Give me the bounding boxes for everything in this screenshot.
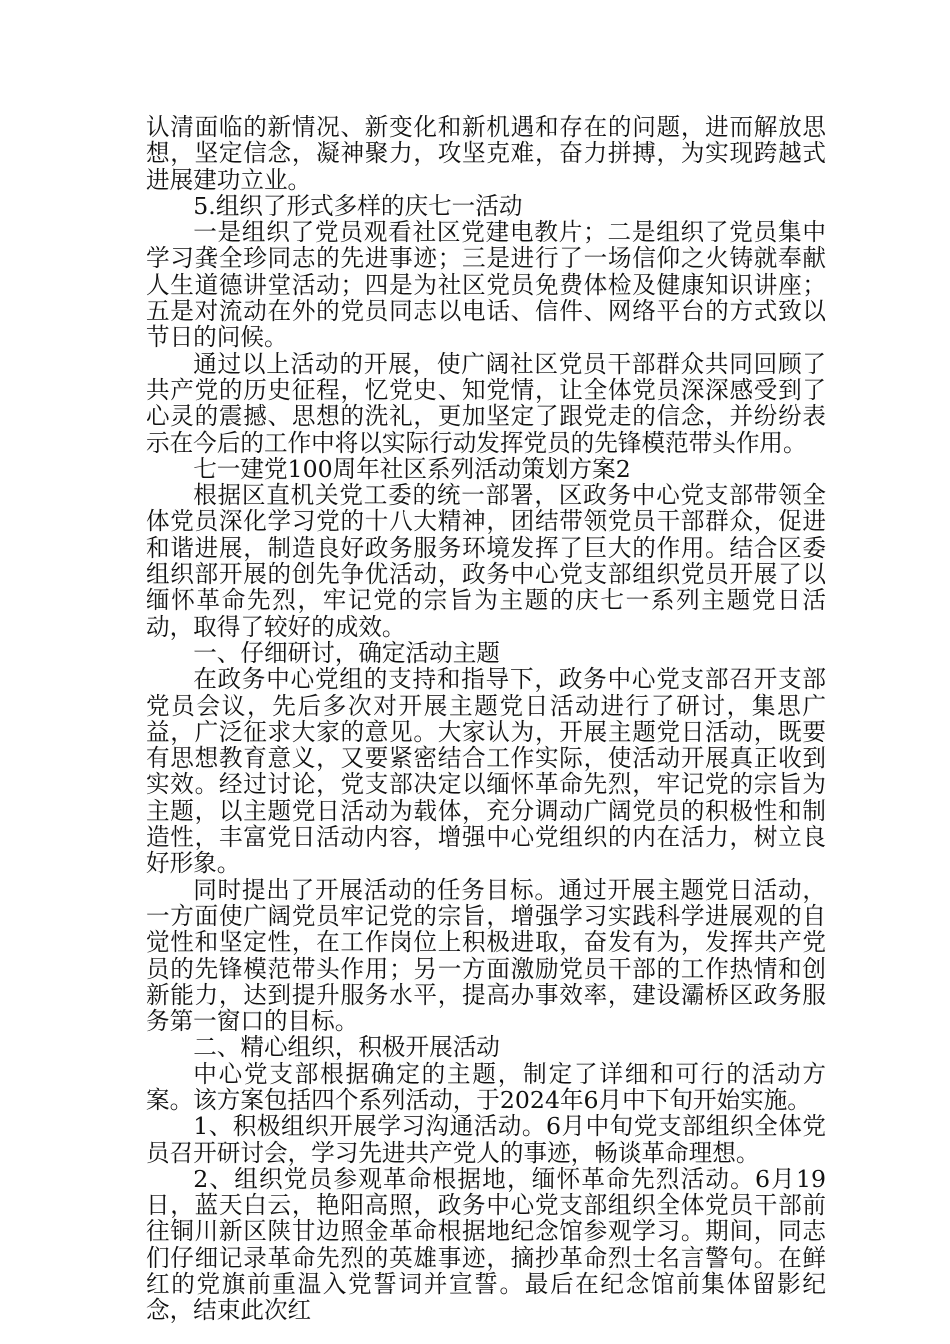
heading-section-2: 二、精心组织，积极开展活动 [193,1033,500,1062]
document-page [146,114,826,1324]
paragraph-plan-intro: 根据区直机关党工委的统一部署，区政务中心党支部带领全体党员深化学习党的十八大精神，团结带领党员干部群众，促进和谐进展，制造良好政务服务环境发挥了巨大的作用。结合区委组织部开展的创先争优活动，政务中心党支部组织党员开展了以缅怀革命先烈，牢记党的宗旨为主题的庆七一系列主题党日活动，取得了较好的成效。 [146,481,826,641]
heading-activity-5: 5.组织了形式多样的庆七一活动 [193,191,523,220]
heading-plan-2: 七一建党100周年社区系列活动策划方案2 [193,454,631,483]
paragraph-section-2-body: 中心党支部根据确定的主题，制定了详细和可行的活动方案。该方案包括四个系列活动，于2024年6月中下旬开始实施。 [146,1059,826,1114]
paragraph-item-1: 1、积极组织开展学习沟通活动。6月中旬党支部组织全体党员召开研讨会，学习先进共产党人的事迹，畅谈革命理想。 [146,1112,826,1167]
paragraph-task-goals: 同时提出了开展活动的任务目标。通过开展主题党日活动，一方面使广阔党员牢记党的宗旨，增强学习实践科学进展观的自觉性和坚定性，在工作岗位上积极进取，奋发有为，发挥共产党员的先锋模范带头作用；另一方面激励党员干部的工作热情和创新能力，达到提升服务水平，提高办事效率，建设灞桥区政务服务第一窗口的目标。 [146,875,826,1036]
heading-section-1: 一、仔细研讨，确定活动主题 [193,638,500,667]
paragraph-activities-list: 一是组织了党员观看社区党建电教片；二是组织了党员集中学习龚全珍同志的先进事迹；三是进行了一场信仰之火铸就奉献人生道德讲堂活动；四是为社区党员免费体检及健康知识讲座；五是对流动在外的党员同志以电话、信件、网络平台的方式致以节日的问候。 [146,218,826,352]
paragraph-section-1-body: 在政务中心党组的支持和指导下，政务中心党支部召开支部党员会议，先后多次对开展主题党日活动进行了研讨，集思广益，广泛征求大家的意见。大家认为，开展主题党日活动，既要有思想教育意义，又要紧密结合工作实际，使活动开展真正收到实效。经过讨论，党支部决定以缅怀革命先烈，牢记党的宗旨为主题，以主题党日活动为载体，充分调动广阔党员的积极性和制造性，丰富党日活动内容，增强中心党组织的内在活力，树立良好形象。 [146,665,826,878]
paragraph-item-2: 2、组织党员参观革命根据地，缅怀革命先烈活动。6月19日，蓝天白云，艳阳高照，政务中心党支部组织全体党员干部前往铜川新区陕甘边照金革命根据地纪念馆参观学习。期间，同志们仔细记录革命先烈的英雄事迹，摘抄革命烈士名言警句。在鲜红的党旗前重温入党誓词并宣誓。最后在纪念馆前集体留影纪念，结束此次红 [146,1164,826,1325]
paragraph-1: 认清面临的新情况、新变化和新机遇和存在的问题，进而解放思想，坚定信念，凝神聚力，攻坚克难，奋力拼搏，为实现跨越式进展建功立业。 [146,113,826,194]
paragraph-activity-summary: 通过以上活动的开展，使广阔社区党员干部群众共同回顾了共产党的历史征程，忆党史、知党情，让全体党员深深感受到了心灵的震撼、思想的洗礼，更加坚定了跟党走的信念，并纷纷表示在今后的工作中将以实际行动发挥党员的先锋模范带头作用。 [146,349,826,457]
